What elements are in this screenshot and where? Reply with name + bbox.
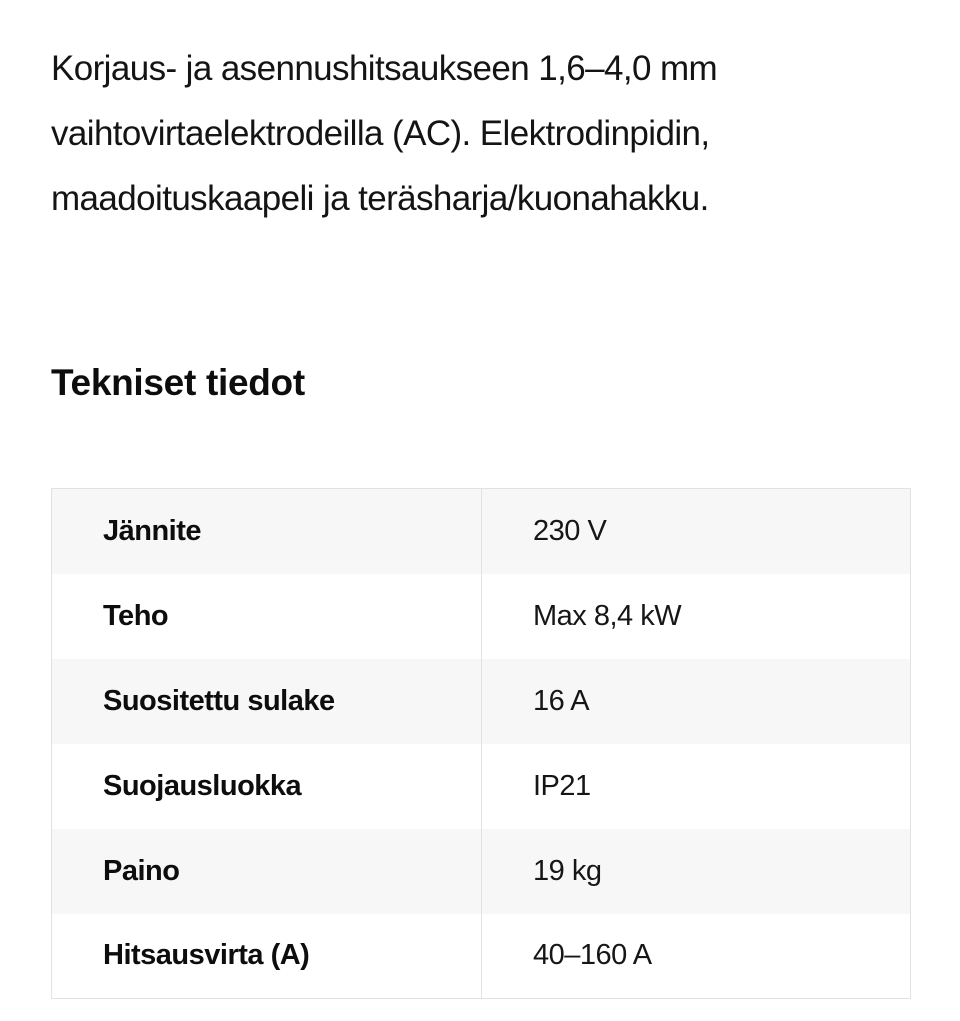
product-description	[51, 36, 931, 231]
specs-heading: Tekniset tiedot	[51, 362, 305, 403]
specs-table	[51, 488, 911, 999]
table-row	[52, 574, 911, 659]
table-row	[52, 489, 911, 574]
description-line: Korjaus- ja asennushitsaukseen 1,6–4,0 mm	[51, 49, 718, 88]
spec-value-weight: 19 kg	[533, 854, 602, 887]
description-line: maadoituskaapeli ja teräsharja/kuonahakku.	[51, 179, 709, 218]
table-row	[52, 659, 911, 744]
spec-label-welding-current: Hitsausvirta (A)	[52, 914, 482, 999]
spec-value-voltage: 230 V	[533, 514, 607, 547]
spec-label-protection-class: Suojausluokka	[52, 744, 482, 829]
spec-label-power: Teho	[52, 574, 482, 659]
spec-value-fuse: 16 A	[533, 684, 590, 717]
spec-value-protection-class: IP21	[533, 769, 591, 802]
spec-value-power: Max 8,4 kW	[533, 599, 682, 632]
table-row	[52, 914, 911, 999]
spec-label-weight: Paino	[52, 829, 482, 914]
spec-label-voltage: Jännite	[52, 489, 482, 574]
spec-value-welding-current: 40–160 A	[533, 939, 652, 972]
table-row	[52, 744, 911, 829]
spec-label-fuse: Suositettu sulake	[52, 659, 482, 744]
description-line: vaihtovirtaelektrodeilla (AC). Elektrodinpidin,	[51, 114, 710, 153]
table-row	[52, 829, 911, 914]
